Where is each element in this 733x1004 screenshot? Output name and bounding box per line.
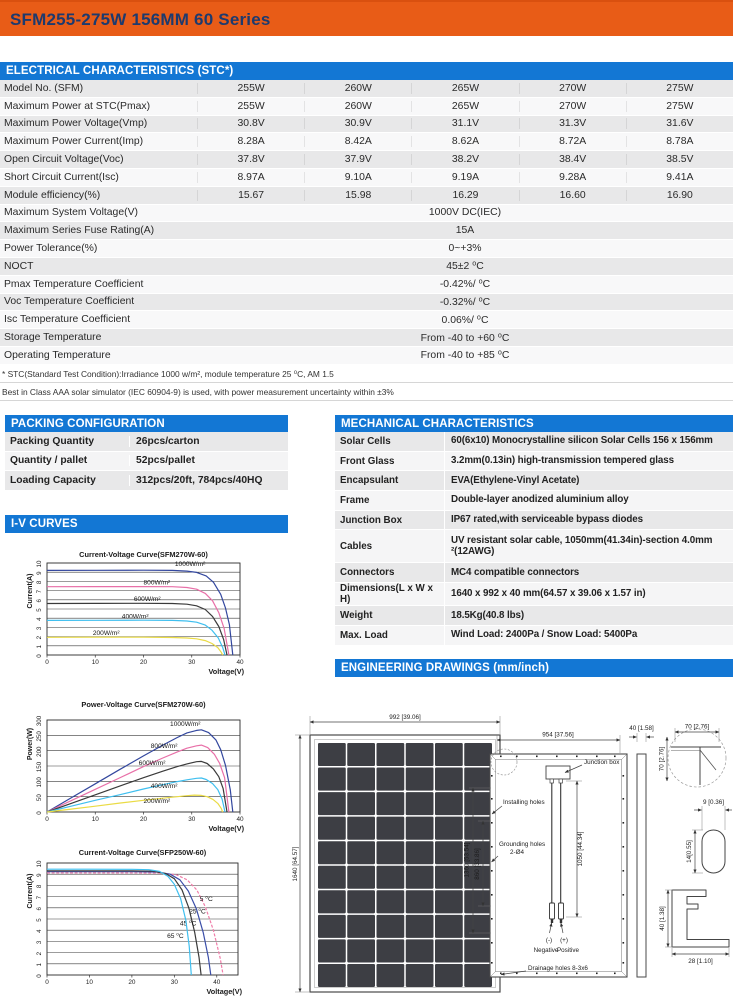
mounting-hole-detail	[686, 799, 732, 873]
cell: 8.28A	[197, 136, 304, 147]
connector-negative	[550, 903, 555, 919]
table-row	[0, 151, 733, 169]
table-row	[335, 452, 733, 472]
svg-text:0: 0	[45, 979, 49, 986]
row-label: Quantity / pallet	[5, 455, 130, 466]
hole-width-dim: 9 [0.36]	[702, 799, 725, 806]
cell: 9.28A	[519, 172, 626, 183]
table-row	[335, 563, 733, 583]
row-label: Voc Temperature Coefficient	[4, 296, 135, 308]
connector-positive	[559, 903, 564, 919]
cell: 15.67	[197, 190, 304, 201]
svg-text:Voltage(V): Voltage(V)	[206, 987, 242, 996]
cell: 9.19A	[411, 172, 518, 183]
cell: 15A	[455, 225, 475, 237]
svg-text:6: 6	[36, 599, 43, 603]
cell: From -40 to +60 ⁰C	[420, 332, 510, 344]
positive-sign-label: (+)	[560, 937, 568, 944]
footnotes	[0, 365, 733, 401]
table-row	[0, 329, 733, 347]
table-row	[335, 606, 733, 626]
cell: EVA(Ethylene-Vinyl Acetate)	[451, 474, 580, 486]
cell: 260W	[304, 101, 411, 112]
svg-text:200: 200	[36, 746, 43, 757]
svg-text:0: 0	[36, 811, 43, 815]
svg-text:45 ⁰C: 45 ⁰C	[179, 920, 197, 928]
svg-text:Current-Voltage Curve(SFP250W-: Current-Voltage Curve(SFP250W-60)	[78, 848, 207, 857]
frame-section-detail	[659, 890, 729, 965]
back-width-dim: 954 [37.56]	[542, 731, 574, 739]
svg-text:50: 50	[36, 794, 43, 802]
cell: 255W	[197, 83, 304, 94]
cell: 8.42A	[304, 136, 411, 147]
svg-text:40: 40	[236, 659, 244, 666]
cell: 275W	[626, 83, 733, 94]
cell: IP67 rated,with serviceable bypass diodes	[451, 514, 643, 526]
cell: 31.3V	[519, 118, 626, 129]
row-label: Dimensions(L x W x H)	[335, 583, 445, 605]
svg-text:800W/m²: 800W/m²	[150, 743, 178, 751]
cell: 8.72A	[519, 136, 626, 147]
svg-text:2: 2	[36, 635, 43, 640]
row-label: Weight	[335, 606, 445, 625]
row-label: Pmax Temperature Coefficient	[4, 278, 144, 290]
table-row	[335, 432, 733, 452]
cell: 8.78A	[626, 136, 733, 147]
table-row	[0, 311, 733, 329]
table-row	[5, 432, 288, 452]
grounding-holes-size: 2-Ø4	[510, 849, 524, 856]
svg-text:30: 30	[170, 979, 178, 986]
row-label: Max. Load	[335, 626, 445, 645]
cell: 45±2 ⁰C	[446, 261, 484, 273]
page-title-bar	[0, 0, 733, 36]
table-row	[0, 169, 733, 187]
svg-text:Current(A): Current(A)	[27, 873, 34, 909]
svg-text:30: 30	[188, 659, 196, 666]
cell: 1640 x 992 x 40 mm(64.57 x 39.06 x 1.57 in)	[451, 588, 646, 600]
svg-text:200W/m²: 200W/m²	[143, 798, 171, 806]
drainage-holes-label: Drainage holes 8-3x6	[528, 965, 588, 972]
row-label: Module efficiency(%)	[4, 189, 101, 201]
row-label: Cables	[335, 530, 445, 562]
cell: MC4 compatible connectors	[451, 566, 580, 578]
footnote-simulator: Best in Class AAA solar simulator (IEC 60904-9) is used, with power measurement uncertainty within ±3%	[0, 383, 733, 401]
junction-box	[546, 766, 570, 779]
svg-text:0: 0	[45, 659, 49, 666]
svg-text:0: 0	[45, 816, 49, 823]
table-row	[0, 258, 733, 276]
corner-detail	[659, 724, 727, 788]
cell: 9.41A	[626, 172, 733, 183]
row-label: Packing Quantity	[5, 436, 130, 447]
svg-text:3: 3	[36, 626, 43, 631]
svg-text:600W/m²: 600W/m²	[133, 596, 161, 604]
grounding-holes-label: Grounding holes	[499, 841, 546, 848]
electrical-characteristics-table	[0, 80, 733, 365]
row-label: Open Circuit Voltage(Voc)	[4, 154, 124, 166]
positive-label: Positive	[556, 947, 580, 954]
cell: 38.4V	[519, 154, 626, 165]
svg-text:40: 40	[213, 979, 221, 986]
svg-text:400W/m²: 400W/m²	[150, 783, 178, 791]
holes-span-outer-dim: 1360 [53.54]	[463, 842, 471, 878]
cell: 16.90	[626, 190, 733, 201]
row-label: NOCT	[4, 260, 34, 272]
negative-label: Negative	[533, 947, 559, 954]
cell: 30.9V	[304, 118, 411, 129]
svg-text:1: 1	[36, 963, 43, 967]
svg-text:3: 3	[36, 940, 43, 945]
row-label: Loading Capacity	[5, 475, 130, 486]
cell: 3.2mm(0.13in) high-transmission tempered glass	[451, 455, 674, 467]
corner-height-dim: 70 [2.76]	[658, 746, 666, 772]
section-width-dim: 28 [1.10]	[688, 958, 713, 965]
svg-text:1: 1	[36, 645, 43, 649]
svg-text:5 ⁰C: 5 ⁰C	[199, 896, 213, 904]
cell: 8.97A	[197, 172, 304, 183]
page-title: SFM255-275W 156MM 60 Series	[10, 10, 271, 29]
side-profile-view	[629, 725, 654, 977]
junction-box-label: Junction box	[584, 759, 620, 766]
row-label: Isc Temperature Coefficient	[4, 314, 131, 326]
table-row	[0, 98, 733, 116]
row-label: Frame	[335, 491, 445, 510]
cell: 37.8V	[197, 154, 304, 165]
section-header-engineering: ENGINEERING DRAWINGS (mm/inch)	[335, 659, 733, 677]
negative-sign-label: (-)	[545, 937, 553, 944]
svg-text:600W/m²: 600W/m²	[138, 760, 166, 768]
section-header-iv-curves: I-V CURVES	[5, 515, 288, 533]
svg-text:9: 9	[36, 873, 43, 877]
pv-curve-chart-sfm270	[0, 695, 260, 843]
cell: 16.60	[519, 190, 626, 201]
cell: 30.8V	[197, 118, 304, 129]
table-row	[0, 133, 733, 151]
cell: 265W	[411, 83, 518, 94]
corner-width-dim: 70 [2.76]	[684, 723, 710, 731]
row-label: Maximum Power Voltage(Vmp)	[4, 118, 148, 130]
section-height-dim: 40 [1.38]	[659, 906, 666, 931]
svg-text:20: 20	[139, 816, 148, 823]
svg-text:Current(A): Current(A)	[27, 573, 34, 609]
row-label: Maximum Series Fuse Rating(A)	[4, 225, 155, 237]
cell: 275W	[626, 101, 733, 112]
svg-text:30: 30	[188, 816, 196, 823]
svg-text:100: 100	[36, 777, 43, 788]
cell: 38.2V	[411, 154, 518, 165]
cell: 312pcs/20ft, 784pcs/40HQ	[136, 474, 263, 486]
table-row	[0, 294, 733, 312]
cell: 255W	[197, 101, 304, 112]
cell: 260W	[304, 83, 411, 94]
row-label: Power Tolerance(%)	[4, 243, 98, 255]
svg-text:200W/m²: 200W/m²	[92, 630, 120, 638]
svg-text:Power-Voltage Curve(SFM270W-60: Power-Voltage Curve(SFM270W-60)	[81, 700, 206, 709]
svg-text:25 ⁰C: 25 ⁰C	[189, 908, 206, 916]
cell: 26pcs/carton	[136, 435, 200, 447]
cell: 270W	[519, 101, 626, 112]
cell: 265W	[411, 101, 518, 112]
front-height-dim: 1640 [64.57]	[292, 846, 299, 882]
cell: 60(6x10) Monocrystalline silicon Solar Cells 156 x 156mm	[451, 435, 713, 447]
svg-text:4: 4	[36, 929, 43, 933]
cell: 31.1V	[411, 118, 518, 129]
svg-text:800W/m²: 800W/m²	[143, 579, 171, 587]
row-label: Connectors	[335, 563, 445, 582]
cell: 16.29	[411, 190, 518, 201]
row-label: Solar Cells	[335, 432, 445, 451]
installing-holes-label: Installing holes	[503, 799, 545, 806]
row-label: Front Glass	[335, 452, 445, 471]
section-header-packing: PACKING CONFIGURATION	[5, 415, 288, 433]
svg-text:20: 20	[128, 979, 136, 986]
table-row	[335, 530, 733, 563]
cell: 8.62A	[411, 136, 518, 147]
svg-text:150: 150	[36, 761, 43, 773]
corner-detail-circle	[668, 729, 726, 787]
row-label: Storage Temperature	[4, 332, 102, 344]
svg-text:5: 5	[36, 918, 43, 922]
cell: UV resistant solar cable, 1050mm(41.34in)-section 4.0mm ²(12AWG)	[451, 534, 713, 558]
engineering-drawings	[288, 690, 733, 1004]
svg-text:2: 2	[36, 951, 43, 956]
section-header-electrical: ELECTRICAL CHARACTERISTICS (STC*)	[0, 62, 733, 80]
side-width-dim: 40 [1.58]	[629, 725, 654, 732]
table-row	[0, 116, 733, 134]
cell: 15.98	[304, 190, 411, 201]
front-width-dim: 992 [39.06]	[389, 714, 421, 721]
cell: From -40 to +85 ⁰C	[420, 350, 510, 362]
table-row	[0, 347, 733, 365]
table-row	[335, 626, 733, 646]
cell: 0~+3%	[448, 243, 482, 255]
svg-text:8: 8	[36, 580, 43, 585]
cell: 52pcs/pallet	[136, 455, 195, 467]
cell: -0.32%/ ⁰C	[439, 296, 491, 308]
table-row	[0, 222, 733, 240]
cell: -0.42%/ ⁰C	[439, 279, 491, 291]
row-label: Model No. (SFM)	[4, 82, 84, 94]
cell: 270W	[519, 83, 626, 94]
cell: 18.5Kg(40.8 lbs)	[451, 609, 524, 621]
footnote-stc: * STC(Standard Test Condition):Irradiance 1000 w/m², module temperature 25 ⁰C, AM 1.5	[0, 365, 733, 383]
svg-text:0: 0	[36, 654, 43, 658]
hole-height-dim: 14[0.55]	[686, 840, 693, 863]
row-label: Operating Temperature	[4, 349, 111, 361]
svg-text:250: 250	[36, 731, 43, 742]
mechanical-table	[335, 432, 733, 646]
table-row	[5, 452, 288, 472]
cell: 9.10A	[304, 172, 411, 183]
cell: Double-layer anodized aluminium alloy	[451, 494, 629, 506]
svg-text:Current-Voltage Curve(SFM270W-: Current-Voltage Curve(SFM270W-60)	[79, 550, 208, 559]
holes-span-inner-dim: 860 [33.86]	[474, 848, 481, 880]
table-row	[0, 205, 733, 223]
svg-text:40: 40	[236, 816, 244, 823]
svg-text:5: 5	[36, 608, 43, 612]
svg-text:Voltage(V): Voltage(V)	[208, 824, 244, 833]
svg-text:20: 20	[139, 659, 148, 666]
row-label: Encapsulant	[335, 471, 445, 490]
row-label: Junction Box	[335, 511, 445, 530]
table-row	[335, 583, 733, 606]
svg-text:10: 10	[91, 659, 99, 666]
svg-text:65 ⁰C: 65 ⁰C	[167, 933, 184, 941]
svg-text:Voltage(V): Voltage(V)	[208, 667, 244, 676]
svg-text:10: 10	[91, 816, 99, 823]
row-label: Maximum System Voltage(V)	[4, 207, 138, 219]
svg-text:8: 8	[36, 884, 43, 889]
svg-text:7: 7	[36, 895, 43, 900]
table-row	[0, 187, 733, 205]
row-label: Maximum Power Current(Imp)	[4, 136, 144, 148]
iv-temperature-chart-sfp250	[0, 848, 260, 1004]
iv-curve-chart-sfm270	[0, 548, 260, 676]
table-row	[0, 80, 733, 98]
cell: 31.6V	[626, 118, 733, 129]
svg-text:0: 0	[36, 974, 43, 978]
cable-length-dim: 1050 [44.34]	[577, 831, 584, 867]
svg-text:300: 300	[36, 715, 43, 727]
svg-text:6: 6	[36, 907, 43, 911]
cell: 1000V DC(IEC)	[428, 207, 502, 219]
cell: 0.06%/ ⁰C	[441, 314, 489, 326]
row-label: Short Circuit Current(Isc)	[4, 171, 119, 183]
cell: 38.5V	[626, 154, 733, 165]
svg-text:400W/m²: 400W/m²	[121, 613, 149, 621]
table-row	[5, 471, 288, 491]
svg-text:1000W/m²: 1000W/m²	[170, 720, 201, 728]
svg-text:4: 4	[36, 617, 43, 621]
svg-text:10: 10	[36, 860, 43, 868]
svg-text:9: 9	[36, 571, 43, 575]
row-label: Maximum Power at STC(Pmax)	[4, 100, 151, 112]
table-row	[335, 491, 733, 511]
svg-text:1000W/m²: 1000W/m²	[174, 560, 206, 568]
svg-text:10: 10	[85, 979, 93, 986]
table-row	[335, 471, 733, 491]
packing-table	[5, 432, 288, 491]
section-header-mechanical: MECHANICAL CHARACTERISTICS	[335, 415, 733, 433]
svg-text:Power(W): Power(W)	[27, 727, 34, 761]
cell: Wind Load: 2400Pa / Snow Load: 5400Pa	[451, 629, 638, 641]
table-row	[0, 240, 733, 258]
svg-text:7: 7	[36, 589, 43, 594]
table-row	[0, 276, 733, 294]
table-row	[335, 511, 733, 531]
cell: 37.9V	[304, 154, 411, 165]
svg-text:10: 10	[36, 560, 43, 568]
